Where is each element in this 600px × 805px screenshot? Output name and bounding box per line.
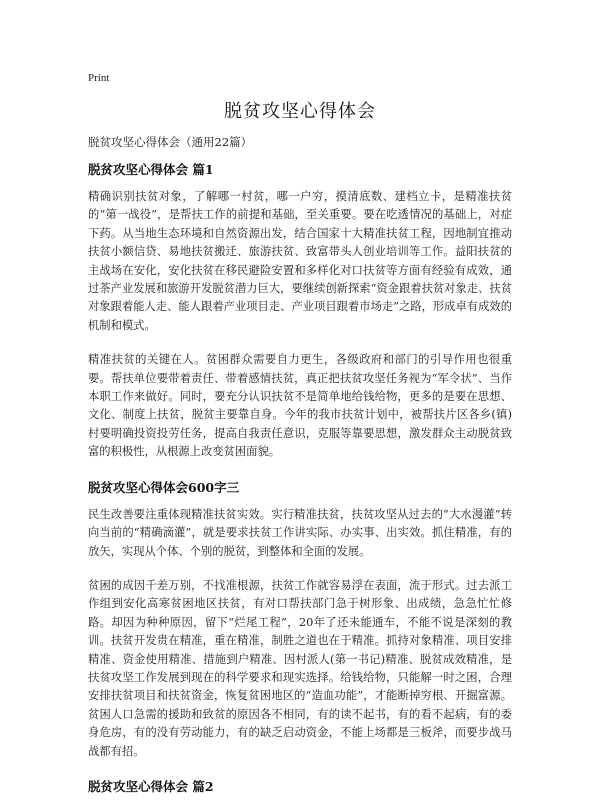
document-subtitle: 脱贫攻坚心得体会（通用22篇） (88, 135, 253, 149)
document-body (88, 160, 512, 805)
paragraph: 贫困的成因千差万别，不找准根源，扶贫工作就容易浮在表面，流于形式。过去派工作组到安化高寒贫困地区扶贫，有对口帮扶部门急于树形象、出成绩，急急忙忙修路。却因为种种原因，留下“烂尾工程”，20年了还未能通车，不能不说是深刻的教训。扶贫开发贵在精准，重在精准，制胜之道也在于精准。抓持对象精准、项目安排精准、资金使用精准、措施到户精准、因村派人(第一书记)精准、脱贫成效精准，是扶贫攻坚工作发展到现在的科学要求和现实选择。给钱给物，只能解一时之困，合理安排扶贫项目和扶贫资金，恢复贫困地区的“造血功能”，才能断掉穷根、开掘富源。贫困人口急需的援助和致贫的原因各不相同，有的读不起书，有的看不起病，有的委身危房，有的没有劳动能力，有的缺乏启动资金，不能上场都是三板斧，而要步战马战都有招。 (88, 578, 512, 758)
page-title: 脱贫攻坚心得体会 (224, 101, 376, 122)
print-link[interactable]: Print (88, 72, 110, 84)
section-heading: 脱贫攻坚心得体会600字三 (88, 479, 240, 495)
paragraph: 精准扶贫的关键在人。贫困群众需要自力更生，各级政府和部门的引导作用也很重要。帮扶单位要带着责任、带着感情扶贫，真正把扶贫攻坚任务视为“军令状”、当作本职工作来做好。同时，要充分认识扶贫不是简单地给钱给物，更多的是要在思想、文化、制度上扶贫，脱贫主要靠自身。今年的我市扶贫计划中，被帮扶片区各乡(镇)村要明确投资投劳任务，提高自我责任意识，克服等靠要思想，激发群众主动脱贫致富的积极性，从根源上改变贫困面貌。 (88, 353, 512, 459)
paragraph: 精确识别扶贫对象，了解哪一村贫，哪一户穷，摸清底数、建档立卡，是精准扶贫的“第一战役”，是帮扶工作的前提和基础，至关重要。要在吃透情况的基础上，对症下药。从当地生态环境和自然资源出发，结合国家十大精准扶贫工程，因地制宜推动扶贫小额信贷、易地扶贫搬迁、旅游扶贫、致富带头人创业培训等工作。益阳扶贫的主战场在安化，安化扶贫在移民避险安置和多样化对口扶贫等方面有经验有成效，通过茶产业发展和旅游开发脱贫潜力巨大，要继续创新探索“资金跟着扶贫对象走、扶贫对象跟着能人走、能人跟着产业项目走、产业项目跟着市场走”之路，形成卓有成效的机制和模式。 (88, 190, 512, 332)
section-heading: 脱贫攻坚心得体会 篇1 (88, 162, 214, 177)
paragraph: 民生改善要注重体现精准扶贫实效。实行精准扶贫，扶贫攻坚从过去的“大水漫灌”转向当前的“精确滴灌”，就是要求扶贫工作讲实际、办实事、出实效。抓住精准，有的放矢，实现从个体、个别的脱贫，到整体和全面的发展。 (88, 507, 512, 558)
section-heading: 脱贫攻坚心得体会 篇2 (88, 778, 214, 794)
